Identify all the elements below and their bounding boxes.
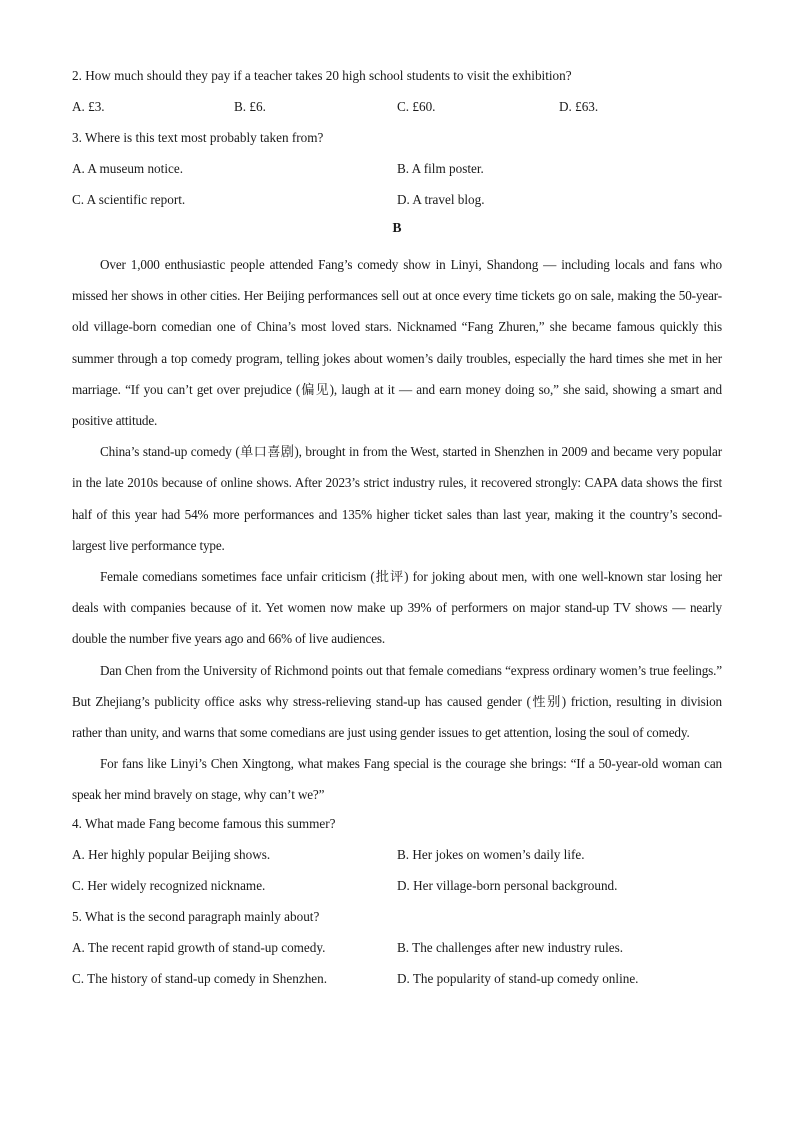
question-2-options <box>72 94 722 125</box>
option-d: D. The popularity of stand-up comedy online. <box>397 970 639 986</box>
option-c: C. Her widely recognized nickname. <box>72 877 266 893</box>
option-d: D. A travel blog. <box>397 192 485 207</box>
passage-paragraph-3: Female comedians sometimes face unfair criticism (批评) for joking about men, with one well-known star losing her deals with companies because of it. Yet women now make up 39% of performers on major stand-up TV shows — nearly double the number five years ago and 66% of live audiences. <box>72 569 722 647</box>
option-c: C. The history of stand-up comedy in Shenzhen. <box>72 970 328 986</box>
option-a: A. A museum notice. <box>72 161 183 176</box>
question-3: 3. Where is this text most probably taken from? <box>72 130 324 145</box>
option-d: D. Her village-born personal background. <box>397 877 618 893</box>
question-3-options-row-2 <box>72 187 722 218</box>
option-b: B. £6. <box>234 99 266 114</box>
section-title: B <box>392 220 402 235</box>
option-b: B. A film poster. <box>397 161 484 176</box>
option-a: A. The recent rapid growth of stand-up comedy. <box>72 939 326 955</box>
option-b: B. The challenges after new industry rules. <box>397 939 624 955</box>
question-5: 5. What is the second paragraph mainly about? <box>72 908 320 924</box>
question-4-options-row-1 <box>72 842 722 873</box>
passage-paragraph-2: China’s stand-up comedy (单口喜剧), brought in from the West, started in Shenzhen in 2009 and became very popular in the late 2010s because of online shows. After 2023’s strict industry rules, it recovered strongly: CAPA data shows the first half of this year had 54% more performances and 135% higher ticket sales than last year, making it the country’s second-largest live performance type. <box>72 444 722 553</box>
option-b: B. Her jokes on women’s daily life. <box>397 846 585 862</box>
option-c: C. A scientific report. <box>72 192 186 207</box>
option-a: A. Her highly popular Beijing shows. <box>72 846 271 862</box>
passage-paragraph-5: For fans like Linyi’s Chen Xingtong, what makes Fang special is the courage she brings: “If a 50-year-old woman can speak her mind bravely on stage, why can’t we?” <box>72 756 722 803</box>
question-2: 2. How much should they pay if a teacher takes 20 high school students to visit the exhibition? <box>72 68 572 83</box>
exam-page <box>72 63 722 997</box>
option-a: A. £3. <box>72 99 105 114</box>
option-d: D. £63. <box>559 99 599 114</box>
option-c: C. £60. <box>397 99 436 114</box>
passage-paragraph-1: Over 1,000 enthusiastic people attended Fang’s comedy show in Linyi, Shandong — including locals and fans who missed her shows in other cities. Her Beijing performances sell out at once every time tickets go on sale, making the 50-year-old village-born comedian one of China’s most loved stars. Nicknamed “Fang Zhuren,” she became famous quickly this summer through a top comedy program, telling jokes about women’s daily troubles, especially the hard times she met in her marriage. “If you can’t get over prejudice (偏见), laugh at it — and earn money doing so,” she said, showing a smart and positive attitude. <box>72 257 722 429</box>
question-4: 4. What made Fang become famous this summer? <box>72 815 336 831</box>
question-5-options-row-1 <box>72 935 722 966</box>
question-3-options-row-1 <box>72 156 722 187</box>
question-5-options-row-2 <box>72 966 722 997</box>
passage-paragraph-4: Dan Chen from the University of Richmond points out that female comedians “express ordinary women’s true feelings.” But Zhejiang’s publicity office asks why stress-relieving stand-up has caused gender (性别) friction, resulting in division rather than unity, and warns that some comedians are just using gender issues to get attention, losing the soul of comedy. <box>72 662 722 741</box>
question-4-options-row-2 <box>72 873 722 904</box>
